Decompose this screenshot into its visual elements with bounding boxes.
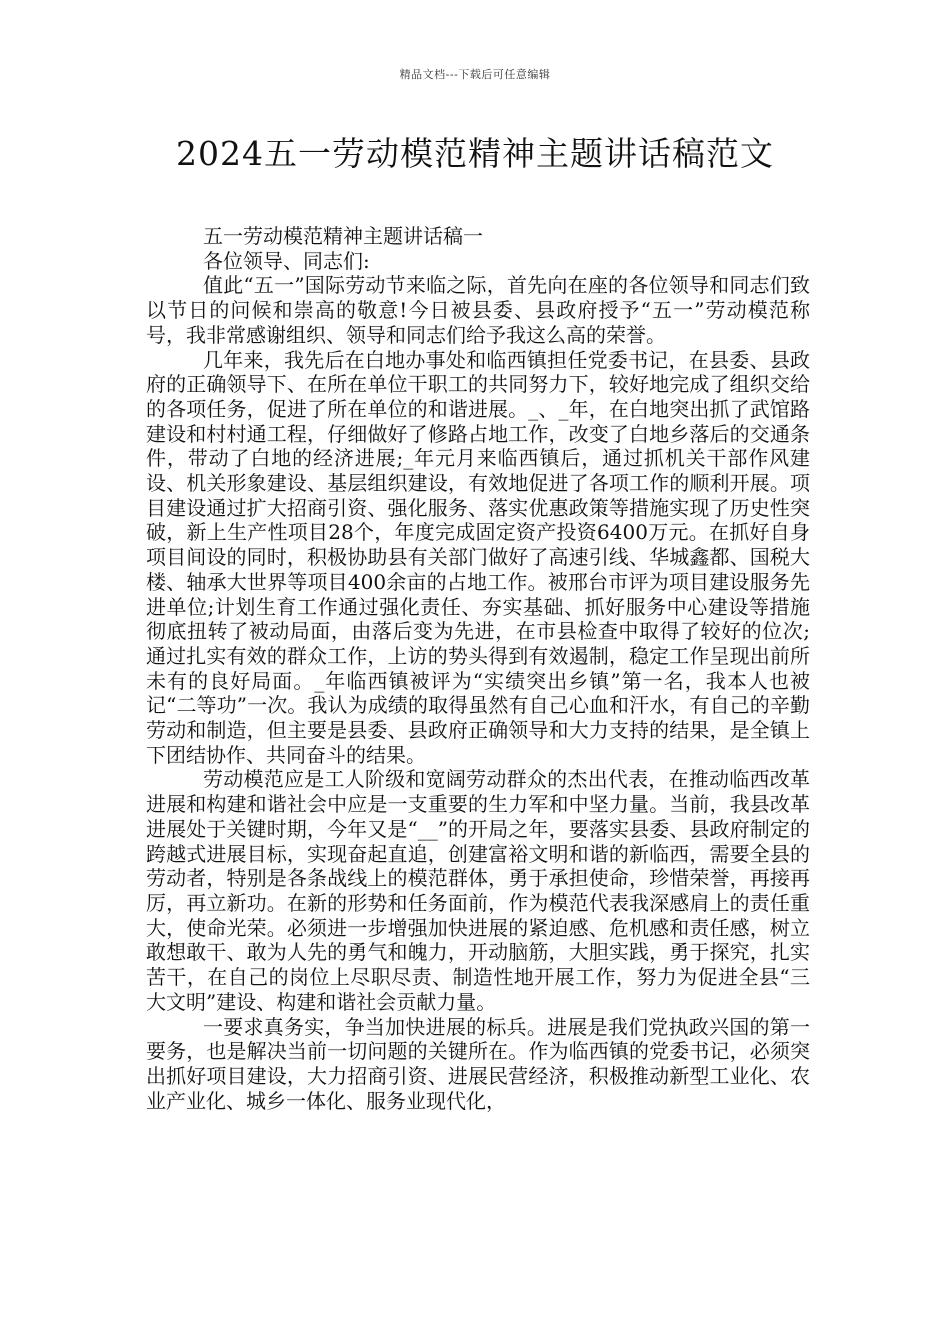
paragraph: 一要求真务实，争当加快进展的标兵。进展是我们党执政兴国的第一要务，也是解决当前一切问题的关键所在。作为临西镇的党委书记，必须突出抓好项目建设，大力招商引资、进展民营经济，积极推动新型工业化、农业产业化、城乡一体化、服务业现代化， [146, 1014, 810, 1113]
document-title: 2024五一劳动模范精神主题讲话稿范文 [176, 134, 774, 173]
header-note: 精品文档---下载后可任意编辑 [399, 68, 551, 81]
document-body [146, 224, 810, 1113]
paragraph: 值此“五一”国际劳动节来临之际，首先向在座的各位领导和同志们致以节日的问候和崇高的敬意!今日被县委、县政府授予“五一”劳动模范称号，我非常感谢组织、领导和同志们给予我这么高的荣誉。 [146, 273, 810, 347]
section-heading: 五一劳动模范精神主题讲话稿一 [203, 224, 483, 248]
salutation: 各位领导、同志们: [203, 248, 370, 273]
paragraph: 劳动模范应是工人阶级和宽阔劳动群众的杰出代表，在推动临西改革进展和构建和谐社会中应是一支重要的生力军和中坚力量。当前，我县改革进展处于关键时期，今年又是“__”的开局之年，要落实县委、县政府制定的跨越式进展目标，实现奋起直追，创建富裕文明和谐的新临西，需要全县的劳动者，特别是各条战线上的模范群体，勇于承担使命，珍惜荣誉，再接再厉，再立新功。在新的形势和任务面前，作为模范代表我深感肩上的责任重大，使命光荣。必须进一步增强加快进展的紧迫感、危机感和责任感，树立敢想敢干、敢为人先的勇气和魄力，开动脑筋，大胆实践，勇于探究，扎实苦干，在自己的岗位上尽职尽责、制造性地开展工作，努力为促进全县“三大文明”建设、构建和谐社会贡献力量。 [146, 767, 810, 1014]
paragraph: 几年来，我先后在白地办事处和临西镇担任党委书记，在县委、县政府的正确领导下、在所在单位干职工的共同努力下，较好地完成了组织交给的各项任务，促进了所在单位的和谐进展。_、_年，在白地突出抓了武馆路建设和村村通工程，仔细做好了修路占地工作，改变了白地乡落后的交通条件，带动了白地的经济进展;_年元月来临西镇后，通过抓机关干部作风建设、机关形象建设、基层组织建设，有效地促进了各项工作的顺利开展。项目建设通过扩大招商引资、强化服务、落实优惠政策等措施实现了历史性突破，新上生产性项目28个，年度完成固定资产投资6400万元。在抓好自身项目间设的同时，积极协助县有关部门做好了高速引线、华城鑫都、国税大楼、轴承大世界等项目400余亩的占地工作。被邢台市评为项目建设服务先进单位;计划生育工作通过强化责任、夯实基础、抓好服务中心建设等措施彻底扭转了被动局面，由落后变为先进，在市县检查中取得了较好的位次;通过扎实有效的群众工作，上访的势头得到有效遏制，稳定工作呈现出前所未有的良好局面。_年临西镇被评为“实绩突出乡镇”第一名，我本人也被记“二等功”一次。我认为成绩的取得虽然有自己心血和汗水，有自己的辛勤劳动和制造，但主要是县委、县政府正确领导和大力支持的结果，是全镇上下团结协作、共同奋斗的结果。 [146, 347, 810, 767]
